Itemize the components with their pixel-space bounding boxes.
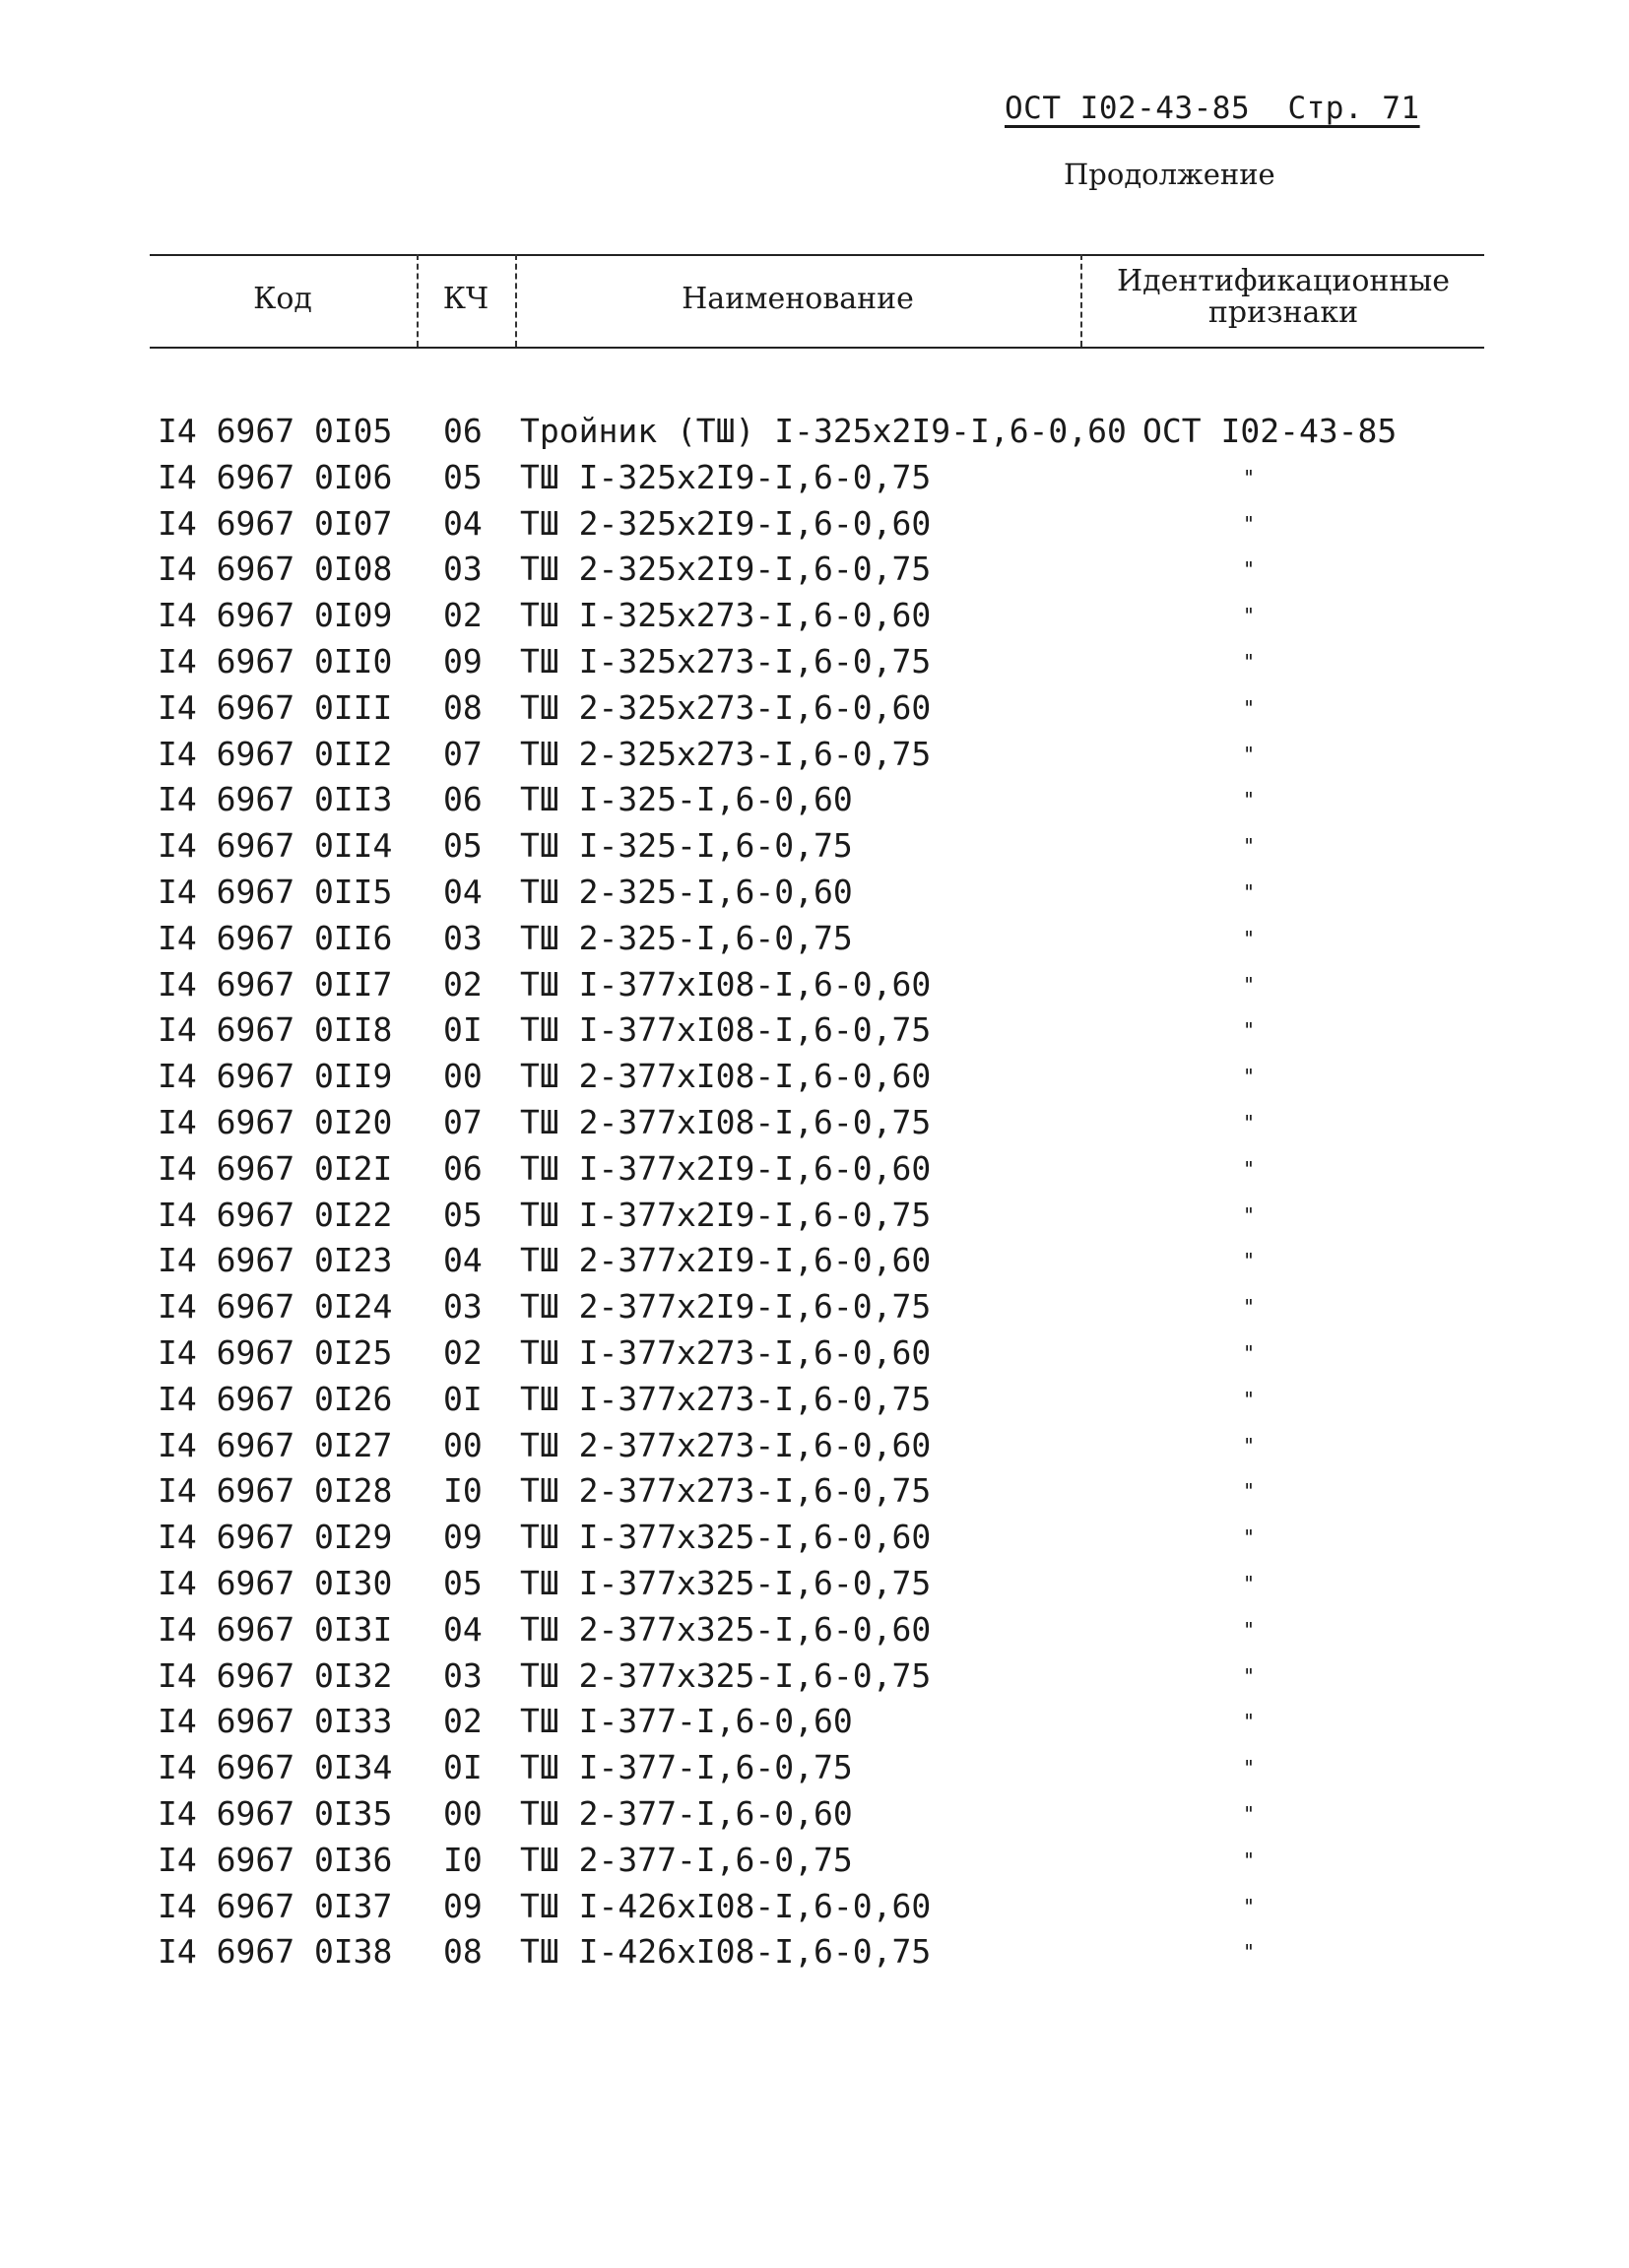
table-row xyxy=(0,780,1629,826)
row-kch: 09 xyxy=(443,641,483,680)
row-code: I4 6967 0I22 xyxy=(158,1195,393,1234)
row-name: ТШ I-377xI08-I,6-0,60 xyxy=(520,964,932,1004)
table-row xyxy=(0,1518,1629,1564)
row-name: ТШ I-325-I,6-0,60 xyxy=(520,780,853,819)
row-kch: 00 xyxy=(443,1793,483,1833)
row-kch: 02 xyxy=(443,596,483,635)
table-row xyxy=(0,504,1629,551)
ditto-mark: " xyxy=(1243,1018,1256,1043)
table-row xyxy=(0,826,1629,873)
row-code: I4 6967 0I3I xyxy=(158,1609,393,1649)
table-row xyxy=(0,1333,1629,1380)
ditto-mark: " xyxy=(1243,1065,1256,1089)
row-name: ТШ 2-377x2I9-I,6-0,60 xyxy=(520,1241,932,1280)
table-top-rule xyxy=(150,254,1484,256)
row-code: I4 6967 0II9 xyxy=(158,1057,393,1096)
table-row xyxy=(0,642,1629,688)
table-header-bottom-rule xyxy=(150,347,1484,349)
column-header-code: Код xyxy=(253,282,312,316)
continuation-label: Продолжение xyxy=(1064,158,1275,191)
table-row xyxy=(0,919,1629,965)
row-kch: 07 xyxy=(443,734,483,773)
table-row xyxy=(0,873,1629,919)
row-kch: 03 xyxy=(443,918,483,957)
row-code: I4 6967 0I2I xyxy=(158,1148,393,1188)
row-kch: 04 xyxy=(443,1241,483,1280)
ditto-mark: " xyxy=(1243,1663,1256,1688)
table-row xyxy=(0,596,1629,642)
row-kch: 02 xyxy=(443,1332,483,1372)
row-kch: 06 xyxy=(443,412,483,450)
ditto-mark: " xyxy=(1243,1249,1256,1273)
ditto-mark: " xyxy=(1243,788,1256,812)
ditto-mark: " xyxy=(1243,1525,1256,1550)
table-row xyxy=(0,1794,1629,1841)
table-row xyxy=(0,1149,1629,1196)
row-name: Тройник (ТШ) I-325x2I9-I,6-0,60 xyxy=(520,412,1127,450)
table-row xyxy=(0,1748,1629,1794)
row-kch: I0 xyxy=(443,1840,483,1879)
column-header-ident-line2: признаки xyxy=(1207,295,1359,330)
table-row xyxy=(0,1426,1629,1472)
ditto-mark: " xyxy=(1243,1340,1256,1365)
row-code: I4 6967 0I28 xyxy=(158,1471,393,1511)
row-kch: 07 xyxy=(443,1102,483,1141)
row-name: ТШ I-377x325-I,6-0,60 xyxy=(520,1518,932,1557)
row-name: ТШ I-377-I,6-0,75 xyxy=(520,1748,853,1787)
ditto-mark: " xyxy=(1243,1433,1256,1458)
row-kch: 03 xyxy=(443,1287,483,1327)
table-row xyxy=(0,1932,1629,1978)
row-kch: 09 xyxy=(443,1518,483,1557)
row-code: I4 6967 0I32 xyxy=(158,1655,393,1695)
row-code: I4 6967 0I05 xyxy=(158,412,393,450)
row-name: ТШ 2-377-I,6-0,60 xyxy=(520,1793,853,1833)
row-name: ТШ I-426xI08-I,6-0,60 xyxy=(520,1886,932,1925)
row-code: I4 6967 0I30 xyxy=(158,1563,393,1602)
table-row xyxy=(0,1010,1629,1057)
table-body xyxy=(0,412,1629,1978)
row-name: ТШ I-325x273-I,6-0,60 xyxy=(520,596,932,635)
row-kch: 08 xyxy=(443,1932,483,1972)
ditto-mark: " xyxy=(1243,695,1256,720)
row-code: I4 6967 0I08 xyxy=(158,550,393,589)
row-kch: 05 xyxy=(443,826,483,866)
row-code: I4 6967 0I34 xyxy=(158,1748,393,1787)
row-code: I4 6967 0I20 xyxy=(158,1102,393,1141)
row-code: I4 6967 0I24 xyxy=(158,1287,393,1327)
ditto-mark: " xyxy=(1243,511,1256,536)
row-kch: 0I xyxy=(443,1379,483,1418)
ditto-mark: " xyxy=(1243,926,1256,950)
column-header-ident-line1: Идентификационные xyxy=(1116,264,1451,298)
row-name: ТШ I-377x2I9-I,6-0,75 xyxy=(520,1195,932,1234)
ditto-mark: " xyxy=(1243,604,1256,628)
row-code: I4 6967 0II0 xyxy=(158,641,393,680)
row-kch: 04 xyxy=(443,872,483,911)
table-row xyxy=(0,1380,1629,1426)
row-code: I4 6967 0I27 xyxy=(158,1425,393,1464)
ditto-mark: " xyxy=(1243,1894,1256,1918)
row-name: ТШ 2-377x2I9-I,6-0,75 xyxy=(520,1287,932,1327)
standard-page-header: ОСТ I02-43-85 Стр. 71 xyxy=(1005,91,1420,126)
table-row xyxy=(0,1057,1629,1103)
row-code: I4 6967 0I29 xyxy=(158,1518,393,1557)
row-code: I4 6967 0I07 xyxy=(158,503,393,543)
ditto-mark: " xyxy=(1243,742,1256,766)
row-kch: 06 xyxy=(443,780,483,819)
table-row xyxy=(0,735,1629,781)
ditto-mark: " xyxy=(1243,1847,1256,1872)
row-code: I4 6967 0II4 xyxy=(158,826,393,866)
row-kch: 09 xyxy=(443,1886,483,1925)
row-name: ТШ I-377-I,6-0,60 xyxy=(520,1702,853,1741)
row-kch: 00 xyxy=(443,1057,483,1096)
row-code: I4 6967 0I25 xyxy=(158,1332,393,1372)
row-name: ТШ 2-377x325-I,6-0,75 xyxy=(520,1655,932,1695)
row-kch: 02 xyxy=(443,1702,483,1741)
row-code: I4 6967 0II5 xyxy=(158,872,393,911)
row-kch: 05 xyxy=(443,457,483,496)
ditto-mark: " xyxy=(1243,1295,1256,1320)
column-header-kch: КЧ xyxy=(442,282,489,316)
row-code: I4 6967 0I35 xyxy=(158,1793,393,1833)
row-name: ТШ 2-377x273-I,6-0,60 xyxy=(520,1425,932,1464)
row-code: I4 6967 0I36 xyxy=(158,1840,393,1879)
row-name: ТШ I-377x273-I,6-0,75 xyxy=(520,1379,932,1418)
row-name: ТШ I-325x273-I,6-0,75 xyxy=(520,641,932,680)
row-name: ТШ I-377x273-I,6-0,60 xyxy=(520,1332,932,1372)
row-kch: 0I xyxy=(443,1748,483,1787)
row-name: ТШ 2-325-I,6-0,75 xyxy=(520,918,853,957)
table-row xyxy=(0,412,1629,458)
table-row xyxy=(0,1103,1629,1149)
table-row xyxy=(0,1471,1629,1518)
row-name: ТШ 2-325x2I9-I,6-0,75 xyxy=(520,550,932,589)
column-header-name: Наименование xyxy=(682,282,914,316)
ditto-mark: " xyxy=(1243,1756,1256,1781)
row-name: ТШ I-325x2I9-I,6-0,75 xyxy=(520,457,932,496)
ditto-mark: " xyxy=(1243,1156,1256,1181)
ditto-mark: " xyxy=(1243,1202,1256,1227)
row-name: ТШ 2-377xI08-I,6-0,75 xyxy=(520,1102,932,1141)
row-kch: 06 xyxy=(443,1148,483,1188)
table-row xyxy=(0,1564,1629,1610)
row-name: ТШ 2-325-I,6-0,60 xyxy=(520,872,853,911)
table-row xyxy=(0,1702,1629,1748)
row-name: ТШ 2-325x2I9-I,6-0,60 xyxy=(520,503,932,543)
ditto-mark: " xyxy=(1243,557,1256,582)
row-code: I4 6967 0I26 xyxy=(158,1379,393,1418)
row-ident: ОСТ I02-43-85 xyxy=(1142,412,1398,450)
row-kch: 02 xyxy=(443,964,483,1004)
row-code: I4 6967 0I09 xyxy=(158,596,393,635)
ditto-mark: " xyxy=(1243,1940,1256,1965)
ditto-mark: " xyxy=(1243,834,1256,859)
row-name: ТШ I-325-I,6-0,75 xyxy=(520,826,853,866)
row-code: I4 6967 0I23 xyxy=(158,1241,393,1280)
row-name: ТШ I-377x325-I,6-0,75 xyxy=(520,1563,932,1602)
row-kch: 03 xyxy=(443,550,483,589)
table-row xyxy=(0,458,1629,504)
ditto-mark: " xyxy=(1243,972,1256,997)
table-row xyxy=(0,550,1629,596)
ditto-mark: " xyxy=(1243,1801,1256,1826)
row-code: I4 6967 0II2 xyxy=(158,734,393,773)
row-code: I4 6967 0II7 xyxy=(158,964,393,1004)
table-row xyxy=(0,1196,1629,1242)
ditto-mark: " xyxy=(1243,649,1256,674)
row-name: ТШ 2-377x325-I,6-0,60 xyxy=(520,1609,932,1649)
row-kch: 05 xyxy=(443,1563,483,1602)
row-name: ТШ 2-325x273-I,6-0,75 xyxy=(520,734,932,773)
table-row xyxy=(0,1241,1629,1287)
row-name: ТШ 2-377x273-I,6-0,75 xyxy=(520,1471,932,1511)
row-code: I4 6967 0I33 xyxy=(158,1702,393,1741)
column-header-ident xyxy=(1081,266,1485,329)
row-name: ТШ I-377xI08-I,6-0,75 xyxy=(520,1010,932,1050)
row-name: ТШ 2-377xI08-I,6-0,60 xyxy=(520,1057,932,1096)
table-row xyxy=(0,1610,1629,1656)
table-row xyxy=(0,965,1629,1011)
row-kch: 03 xyxy=(443,1655,483,1695)
row-kch: 00 xyxy=(443,1425,483,1464)
ditto-mark: " xyxy=(1243,879,1256,904)
row-kch: 04 xyxy=(443,1609,483,1649)
row-code: I4 6967 0I06 xyxy=(158,457,393,496)
row-code: I4 6967 0I38 xyxy=(158,1932,393,1972)
table-row xyxy=(0,1887,1629,1933)
row-name: ТШ 2-325x273-I,6-0,60 xyxy=(520,687,932,727)
ditto-mark: " xyxy=(1243,1710,1256,1734)
row-name: ТШ 2-377-I,6-0,75 xyxy=(520,1840,853,1879)
row-code: I4 6967 0I37 xyxy=(158,1886,393,1925)
ditto-mark: " xyxy=(1243,1479,1256,1504)
row-name: ТШ I-426xI08-I,6-0,75 xyxy=(520,1932,932,1972)
table-row xyxy=(0,688,1629,735)
ditto-mark: " xyxy=(1243,465,1256,489)
table-row xyxy=(0,1841,1629,1887)
ditto-mark: " xyxy=(1243,1387,1256,1411)
row-kch: 08 xyxy=(443,687,483,727)
row-kch: I0 xyxy=(443,1471,483,1511)
ditto-mark: " xyxy=(1243,1110,1256,1134)
row-code: I4 6967 0II3 xyxy=(158,780,393,819)
row-code: I4 6967 0II8 xyxy=(158,1010,393,1050)
ditto-mark: " xyxy=(1243,1617,1256,1642)
row-code: I4 6967 0II6 xyxy=(158,918,393,957)
row-kch: 0I xyxy=(443,1010,483,1050)
table-row xyxy=(0,1287,1629,1333)
ditto-mark: " xyxy=(1243,1571,1256,1595)
row-kch: 05 xyxy=(443,1195,483,1234)
table-row xyxy=(0,1656,1629,1703)
row-code: I4 6967 0III xyxy=(158,687,393,727)
row-name: ТШ I-377x2I9-I,6-0,60 xyxy=(520,1148,932,1188)
row-kch: 04 xyxy=(443,503,483,543)
